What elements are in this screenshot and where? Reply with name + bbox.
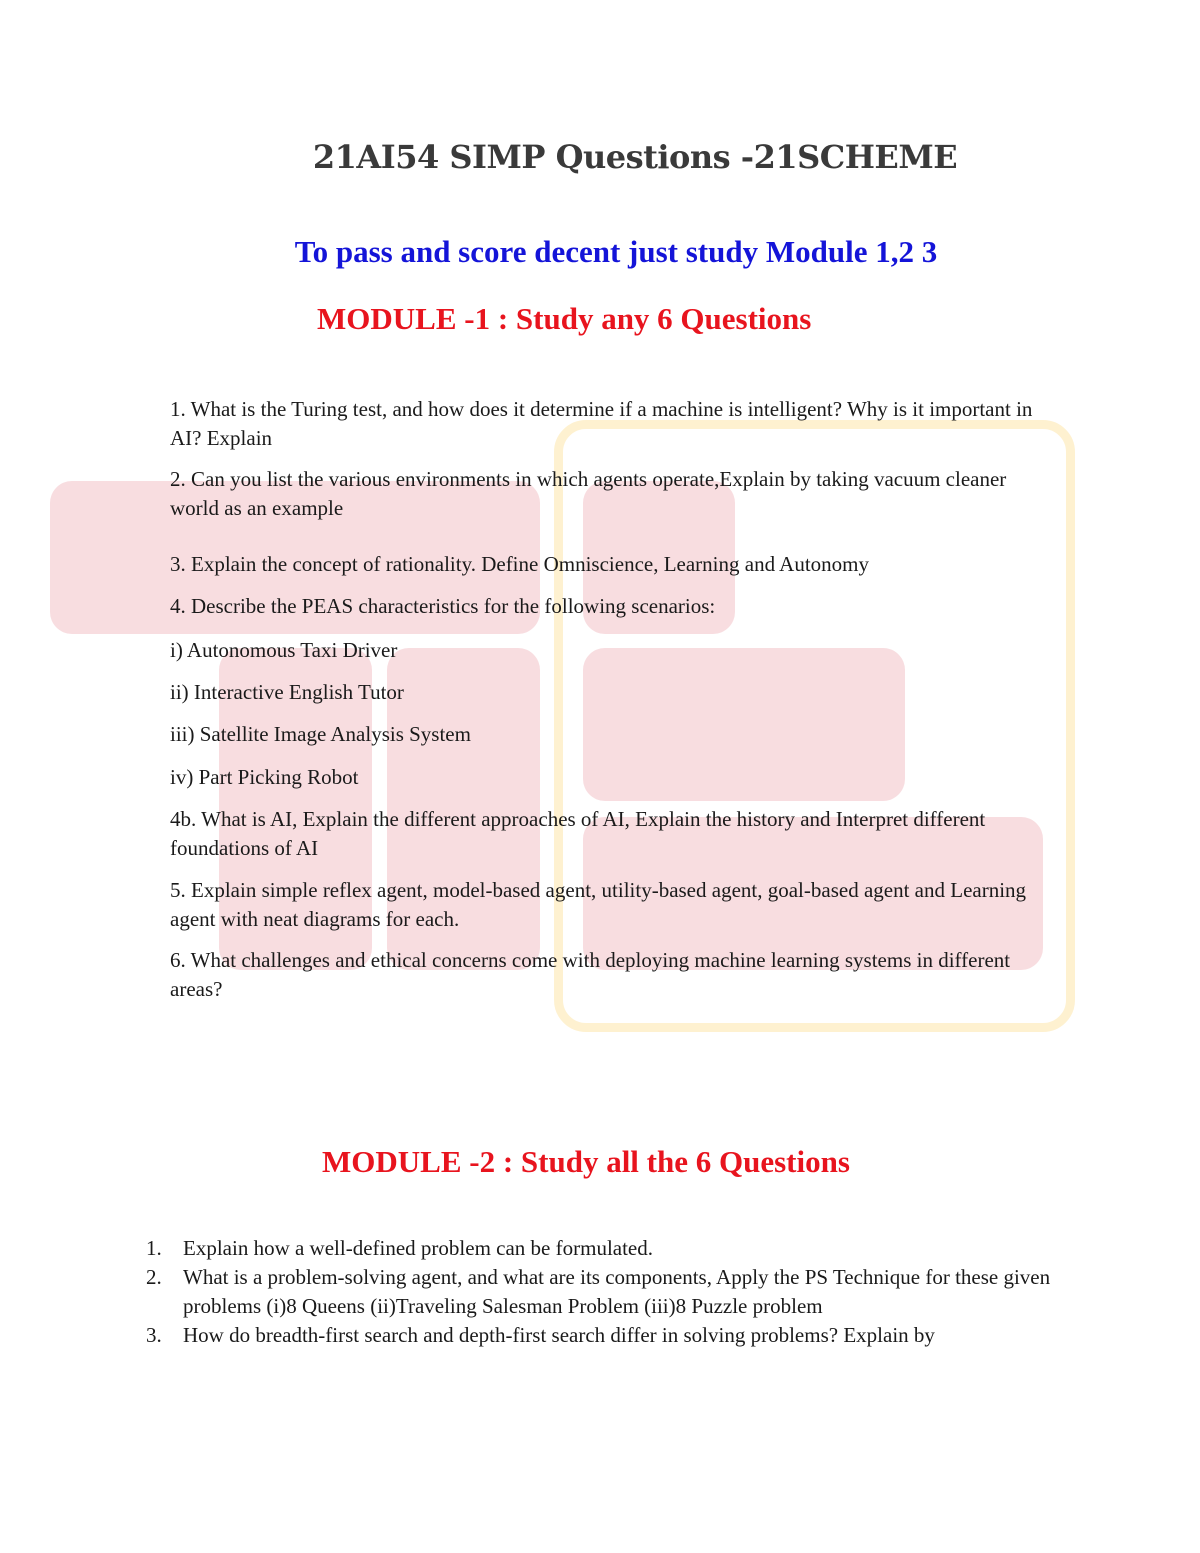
list-item-text: How do breadth-first search and depth-first search differ in solving problems? Explain by — [183, 1323, 935, 1347]
list-item — [140, 1263, 1060, 1321]
module-1-scenario-i: i) Autonomous Taxi Driver — [170, 638, 398, 662]
module-1-question-1: 1. What is the Turing test, and how does it determine if a machine is intelligent? Why is it important in AI? Explain — [170, 397, 1033, 450]
list-item-number: 2. — [146, 1265, 162, 1289]
module-1-scenario-ii: ii) Interactive English Tutor — [170, 680, 404, 704]
document-subtitle: To pass and score decent just study Module 1,2 3 — [294, 234, 938, 269]
module-2-question-list — [140, 1234, 1060, 1350]
module-1-question-5: 5. Explain simple reflex agent, model-based agent, utility-based agent, goal-based agent and Learning agent with neat diagrams for each. — [170, 878, 1027, 931]
list-item-text: What is a problem-solving agent, and what are its components, Apply the PS Technique for these given problems (i)8 Queens (ii)Traveling Salesman Problem (iii)8 Puzzle problem — [183, 1265, 1051, 1318]
list-item — [140, 1321, 1060, 1350]
module-2-heading: MODULE -2 : Study all the 6 Questions — [322, 1144, 850, 1179]
module-1-scenario-iii: iii) Satellite Image Analysis System — [170, 722, 471, 746]
document-title: 21AI54 SIMP Questions -21SCHEME — [312, 138, 958, 176]
module-1-question-3: 3. Explain the concept of rationality. Define Omniscience, Learning and Autonomy — [170, 552, 870, 576]
module-1-question-2: 2. Can you list the various environments in which agents operate,Explain by taking vacuum cleaner world as an example — [170, 467, 1007, 520]
list-item-number: 3. — [146, 1323, 162, 1347]
module-1-scenario-iv: iv) Part Picking Robot — [170, 765, 359, 789]
module-1-question-4b: 4b. What is AI, Explain the different approaches of AI, Explain the history and Interpret different foundations of AI — [170, 807, 986, 860]
list-item-number: 1. — [146, 1236, 162, 1260]
module-1-heading: MODULE -1 : Study any 6 Questions — [317, 301, 812, 336]
list-item-text: Explain how a well-defined problem can be formulated. — [183, 1236, 653, 1260]
module-1-question-4: 4. Describe the PEAS characteristics for the following scenarios: — [170, 594, 716, 618]
list-item — [140, 1234, 1060, 1263]
module-1-question-6: 6. What challenges and ethical concerns come with deploying machine learning systems in different areas? — [170, 948, 1011, 1001]
